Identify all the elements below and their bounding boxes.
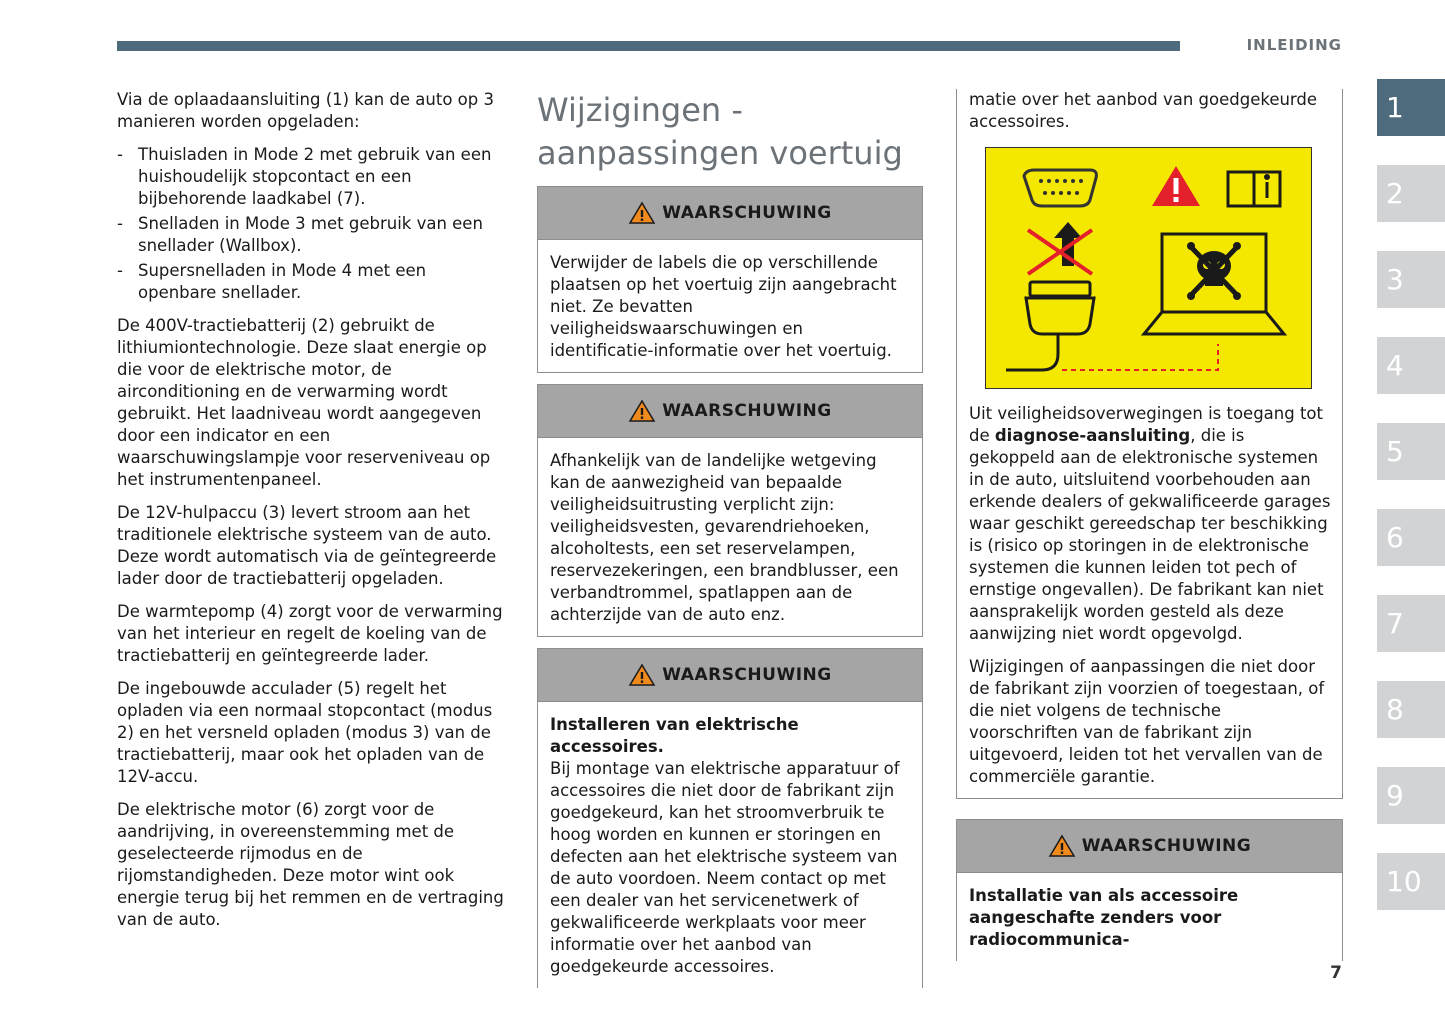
warning-label: WAARSCHUWING — [662, 665, 832, 685]
warning-title: Installeren van elektrische accessoires. — [550, 715, 799, 756]
warning-label: WAARSCHUWING — [1081, 836, 1252, 856]
chapter-tab-7[interactable]: 7 — [1377, 595, 1445, 652]
diagnostic-plug-icon — [1006, 282, 1094, 370]
chapter-tab-10[interactable]: 10 — [1377, 853, 1445, 910]
paragraph-electric-motor: De elektrische motor (6) zorgt voor de aandrijving, in overeenstemming met de geselecteerde rijmodus en de rijomstandigheden. Deze motor wint ook energie terug bij het remmen en de vertraging van de auto. — [117, 800, 504, 929]
text-segment: , die is gekoppeld aan de elektronische systemen in de auto, uitsluitend voorbehouden aan erkende dealers of gekwalificeerde garages waar geschikt gereedschap ter beschikking is (risico op storingen in de elektronische systemen die kunnen leiden tot pech of ernstige ongevallen). De fabrikant kan niet aansprakelijk worden gesteld als deze aanwijzing niet wordt opgevolgd. — [969, 426, 1331, 643]
column-1 — [117, 89, 505, 942]
warning-triangle-icon — [628, 399, 656, 423]
list-item: - Thuisladen in Mode 2 met gebruik van een huishoudelijk stopcontact en een bijbehorende laadkabel (7). — [117, 144, 505, 210]
chapter-tab-4[interactable]: 4 — [1377, 337, 1445, 394]
chapter-tab-2[interactable]: 2 — [1377, 165, 1445, 222]
warning-triangle-icon — [628, 663, 656, 687]
warning-box — [537, 384, 923, 637]
column-2 — [537, 89, 923, 976]
warning-box — [537, 186, 923, 373]
warning-continuation-box — [956, 89, 1343, 799]
list-item: - Supersnelladen in Mode 4 met een openbare snellader. — [117, 260, 505, 304]
diagnostic-connector-term: diagnose-aansluiting — [994, 426, 1191, 445]
chapter-tab-8[interactable]: 8 — [1377, 681, 1445, 738]
paragraph-traction-battery: De 400V-tractiebatterij (2) gebruikt de lithiumiontechnologie. Deze slaat energie op die voor de elektrische motor, de airconditioning en de verwarming wordt gebruikt. Het laadniveau wordt aangegeven door een indicator en een waarschuwingslampje voor reserveniveau op het instrumentenpaneel. — [117, 316, 491, 489]
warning-header — [957, 820, 1342, 873]
chapter-tab-1[interactable]: 1 — [1377, 79, 1445, 136]
warning-header — [538, 187, 922, 240]
chapter-tabs — [1377, 79, 1445, 939]
warning-header — [538, 385, 922, 438]
section-title: INLEIDING — [1246, 36, 1342, 54]
warning-box — [956, 819, 1343, 961]
chapter-tab-9[interactable]: 9 — [1377, 767, 1445, 824]
diagnostic-paragraph — [969, 403, 1331, 645]
warning-title: Installatie van als accessoire aangeschafte zenders voor radiocommunica- — [969, 886, 1239, 949]
laptop-skull-icon — [1144, 234, 1284, 334]
diagnostic-warning-illustration — [985, 147, 1312, 389]
column-3 — [956, 89, 1343, 949]
warning-text: Afhankelijk van de landelijke wetgeving kan de aanwezigheid van bepaalde veiligheidsuitrusting verplicht zijn: veiligheidsvesten, gevarendriehoeken, alcoholtests, een set reservelampen, reservezekeringen, een brandblusser, een verbandtrommel, spatlappen aan de achterzijde van de auto enz. — [550, 451, 899, 624]
charging-modes-list — [117, 144, 505, 304]
warning-text: Bij montage van elektrische apparatuur of accessoires die niet door de fabrikant zijn goedgekeurd, kan het stroomverbruik te hoog worden en kunnen er storingen en defecten aan het elektrische systeem van de auto voordoen. Neem contact op met een dealer van het servicenetwerk of gekwalificeerde werkplaats voor meer informatie over het aanbod van goedgekeurde accessoires. — [550, 759, 900, 976]
header-bar — [117, 41, 1180, 51]
page-number: 7 — [1330, 963, 1342, 983]
warning-box — [537, 648, 923, 988]
warning-triangle-icon — [1048, 834, 1076, 858]
danger-triangle-icon — [1152, 166, 1200, 206]
paragraph-onboard-charger: De ingebouwde acculader (5) regelt het opladen via een normaal stopcontact (modus 2) en het versneld opladen (modus 3) van de tractiebatterij, maar ook het opladen van de 12V-accu. — [117, 679, 493, 786]
manual-info-icon — [1228, 172, 1280, 206]
warning-text-continued: matie over het aanbod van goedgekeurde accessoires. — [969, 90, 1318, 131]
chapter-tab-6[interactable]: 6 — [1377, 509, 1445, 566]
paragraph-auxiliary-battery: De 12V-hulpaccu (3) levert stroom aan het traditionele elektrische systeem van de auto. Deze wordt automatisch via de geïntegreerde lader door de tractiebatterij opgeladen. — [117, 503, 497, 588]
warning-text: Verwijder de labels die op verschillende plaatsen op het voertuig zijn aangebracht niet. Ze bevatten veiligheidswaarschuwingen en identificatie-informatie over het voertuig. — [550, 253, 897, 360]
warning-header — [538, 649, 922, 702]
warning-triangle-icon — [628, 201, 656, 225]
list-item: - Snelladen in Mode 3 met gebruik van een snellader (Wallbox). — [117, 213, 505, 257]
warning-label: WAARSCHUWING — [662, 203, 832, 223]
warning-label: WAARSCHUWING — [662, 401, 832, 421]
paragraph-heat-pump: De warmtepomp (4) zorgt voor de verwarming van het interieur en regelt de koeling van de tractiebatterij en geïntegreerde lader. — [117, 602, 503, 665]
chapter-tab-5[interactable]: 5 — [1377, 423, 1445, 480]
intro-paragraph: Via de oplaadaansluiting (1) kan de auto op 3 manieren worden opgeladen: — [117, 90, 494, 131]
chapter-tab-3[interactable]: 3 — [1377, 251, 1445, 308]
modifications-paragraph: Wijzigingen of aanpassingen die niet door de fabrikant zijn voorzien of toegestaan, of die niet volgens de technische voorschriften van de fabrikant zijn uitgevoerd, leiden tot het vervallen van de commerciële garantie. — [969, 657, 1325, 786]
obd-connector-icon — [1024, 170, 1096, 206]
forbidden-upload-icon — [1028, 222, 1092, 274]
page-heading: Wijzigingen - aanpassingen voertuig — [537, 91, 903, 172]
text-segment: Uit veiligheidsoverwegingen is toegang tot de — [969, 404, 1324, 445]
